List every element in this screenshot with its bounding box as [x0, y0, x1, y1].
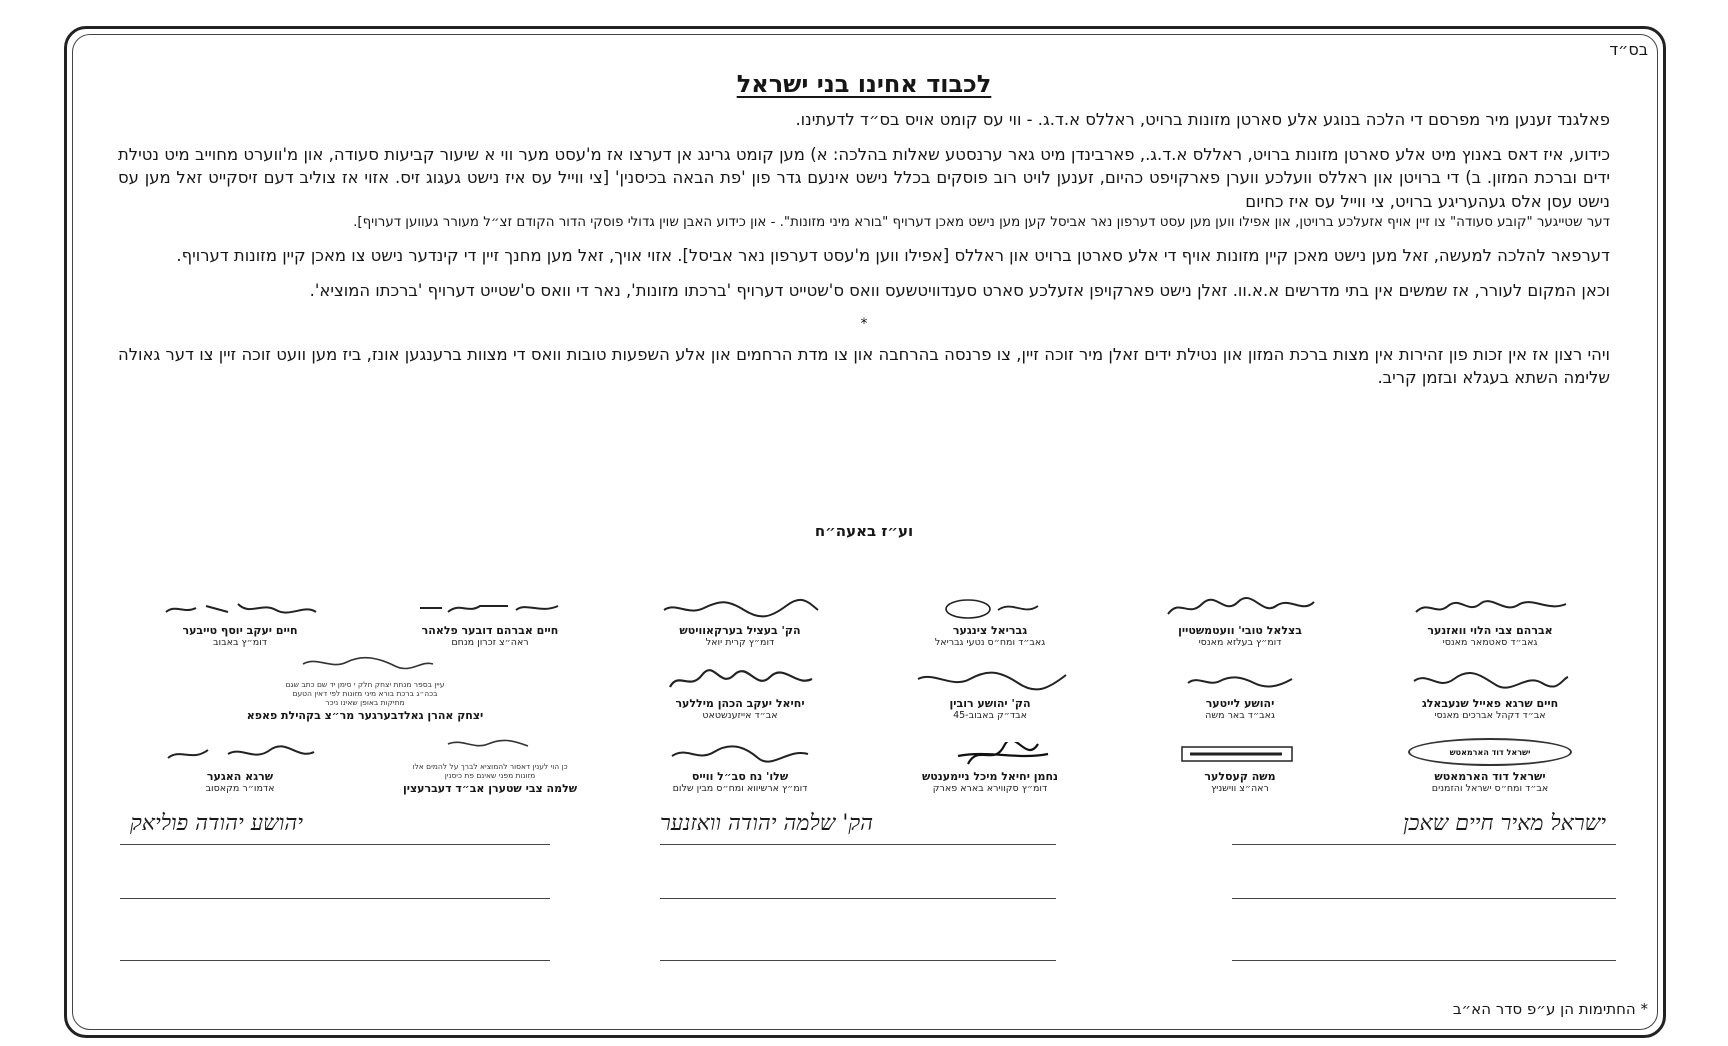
rabbinic-seal [1408, 738, 1572, 766]
paragraph-ruling: דערפאר להלכה למעשה, זאל מען נישט מאכן קיין מזונות אויף די אלע סארטן ברויט און ראללס [אפילו ווען מ'עסט דערפון נאר אביסל]. אזוי אויך, זאל מען מחנך זיין די קינדער נישט צו מאכן קיין מזונות דערויף. [176, 246, 1610, 265]
separator-star: * [860, 316, 868, 332]
footnote: * החתימות הן ע״פ סדר הא״ב [1452, 1000, 1648, 1018]
signer-title: דומ״ץ ארשיווא ומח״ס מבין שלום [672, 783, 808, 794]
signer-title: אב״ד דקהל אברכים מאנסי [1434, 710, 1546, 721]
signature-scribble [908, 596, 1073, 620]
handwritten-signature-left: יהושע יהודה פוליאק [130, 811, 304, 836]
signature-scribble [158, 596, 323, 620]
signer-title: ראה״צ ווישניץ [1211, 783, 1269, 794]
signer-title: דומ״ץ באבוב [213, 637, 267, 648]
signature-block [865, 651, 1115, 724]
seal-text: ישראל דוד הארמאטש [1449, 747, 1531, 757]
signature-scribble [1158, 742, 1323, 766]
signer-note: כן הוי לענין דאסור להמוציא לברך על להמים אלו מזונות מפני שאינם פת כיסנין [412, 762, 568, 780]
signer-name: יהושע לייטער [1205, 697, 1275, 710]
signer-name: בצלאל טובי' וועטמשטיין [1178, 624, 1302, 637]
signature-scribble [1408, 596, 1573, 620]
signature-block [115, 651, 615, 724]
signer-name: שלו' נח סב״ל ווייס [691, 770, 789, 783]
signer-name: גבריאל צינגער [952, 624, 1028, 637]
signer-title: גאב״ד באר משה [1205, 710, 1275, 721]
signature-block [365, 724, 615, 797]
signer-title: גאב״ד סאטמאר מאנסי [1442, 637, 1538, 648]
signature-block [1365, 578, 1615, 651]
signer-title: גאב״ד ומח״ס נטעי גבריאל [934, 637, 1046, 648]
blank-signature-line [660, 898, 1056, 899]
signer-name: נחמן יחיאל מיכל ניימענטש [921, 770, 1059, 783]
signer-title: אבד״ק באבוב-45 [953, 710, 1027, 721]
signer-title: דומ״ץ סקווירא בארא פארק [932, 783, 1048, 794]
letter-body [118, 108, 1610, 401]
signer-name: חיים שרגא פאייל שנעבאלג [1421, 697, 1559, 710]
signer-name: שרגא האגער [206, 770, 274, 783]
signature-scribble [408, 734, 573, 758]
basad-mark: בס״ד [1609, 40, 1648, 59]
signature-line [1232, 844, 1616, 845]
signature-scribble [908, 669, 1073, 693]
signer-name: שלמה צבי שטערן אב״ד דעברעצין [402, 782, 578, 795]
signature-scribble [158, 742, 323, 766]
signature-block [1365, 651, 1615, 724]
signer-name: ישראל דוד הארמאטש [1434, 770, 1546, 783]
blank-signature-line [120, 898, 550, 899]
handwritten-signature-right: ישראל מאיר חיים שאכן [1403, 811, 1606, 836]
signer-title: ראה״צ זכרון מנחם [451, 637, 529, 648]
signature-block [115, 578, 365, 651]
blank-signature-line [120, 960, 550, 961]
signature-grid [115, 578, 1615, 798]
signer-name: יצחק אהרן גאלדבערגער מר״צ בקהילת פאפא [246, 709, 484, 722]
signature-scribble [658, 742, 823, 766]
blank-signature-line [1232, 898, 1616, 899]
signer-name: יחיאל יעקב הכהן מיללער [675, 697, 805, 710]
signature-scribble [1408, 669, 1573, 693]
signature-block [615, 578, 865, 651]
signature-scribble [658, 669, 823, 693]
blank-signature-line [1232, 960, 1616, 961]
paragraph-reasons-cont: דער שטייגער "קובע סעודה" צו זיין אויף אזעלכע ברויטן, און אפילו ווען מען עסט דערפון נאר אביסל קען מען נישט מאכן דערויף "בורא מיני מזונות". - און כידוע האבן שוין גדולי פוסקי הדור הקודם זצ״ל מעורר געווען דערויף]. [353, 215, 1610, 230]
handwritten-signature-center: הק' שלמה יהודה וואזנער [660, 811, 874, 836]
signature-block [1365, 724, 1615, 797]
signature-line [120, 844, 550, 845]
signer-title: דומ״ץ קרית יואל [705, 637, 775, 648]
signer-name: משה קעסלער [1204, 770, 1276, 783]
paragraph-blessing: ויהי רצון אז אין זכות פון זהירות אין מצות ברכת המזון און נטילת ידים זאלן מיר זוכה זיין, צו פרנסה בהרחבה און צו מדת הרחמים און אלע השפעות טובות וואס די מצוות ברענגען אונז, ביז מען וועט זוכה זיין צו דער גאולה שלימה השתא בעגלא ובזמן קריב. [118, 344, 1610, 387]
signer-title: אב״ד ומח״ס ישראל והזמנים [1431, 783, 1549, 794]
signature-block [615, 651, 865, 724]
signature-scribble [408, 596, 573, 620]
signature-block [115, 724, 365, 797]
signer-title: אדמו״ר מקאסוב [205, 783, 275, 794]
signature-block [1115, 578, 1365, 651]
signer-name: אברהם צבי הלוי וואזנער [1427, 624, 1553, 637]
signature-scribble [1158, 669, 1323, 693]
paragraph-reasons: כידוע, איז דאס באנוץ מיט אלע סארטן מזונות ברויט, ראללס א.ד.ג., פארבינדן מיט גאר ערנסטע שאלות בהלכה: א) מען קומט גרינג אן דערצו אז מ'עסט מער ווי א שיעור קביעות סעודה, און מ'ווערט מחוייב מיט נטילת ידים וברכת המזון. ב) די ברויטן און ראללס וועלכע ווערן פארקויפט כהיום, זענען לויט רוב פוסקים בכלל נישט אינעם גדר פון 'פת הבאה בכיסנין' [צי ווייל עס איז נישט געגוג זיס. אזוי אז צוליב דעם זיסקייט זאל מען עס נישט עסן אלס געהעריגע ברויט, צי ווייל עס איז כחיום [118, 144, 1610, 211]
signature-scribble [283, 652, 448, 676]
signer-title: דומ״ץ בעלזא מאנסי [1198, 637, 1282, 648]
signature-block [1115, 724, 1365, 797]
signer-name: חיים אברהם דובער פלאהר [421, 624, 559, 637]
paragraph-intro: פאלגנד זענען מיר מפרסם די הלכה בנוגע אלע סארטן מזונות ברויט, ראללס א.ד.ג. - ווי עס קומט אויס בס״ד לדעתינו. [795, 110, 1610, 129]
signer-note: עיין בספר מנחת יצחק חלק י סימן יד שם כתב שגם בכה״ג ברכת בורא מיני מזונות לפי דאין הטעם מתיקות באופן שאינו ניכר [285, 680, 445, 707]
signer-name: חיים יעקב יוסף טייבער [182, 624, 298, 637]
signature-block [865, 724, 1115, 797]
signature-scribble [658, 596, 823, 620]
signer-name: הק' בעציל בערקאוויטש [679, 624, 801, 637]
signature-block [615, 724, 865, 797]
handwritten-signatures [120, 808, 1616, 848]
signature-block [1115, 651, 1365, 724]
signature-block [865, 578, 1115, 651]
paragraph-shamashim: וכאן המקום לעורר, אז שמשים אין בתי מדרשים א.א.וו. זאלן נישט פארקויפן אזעלכע סארט סענדוויטשעס וואס ס'שטייט דערויף 'ברכתו מזונות', נאר די וואס ס'שטייט דערויף 'ברכתו המוציא'. [309, 280, 1610, 300]
signer-name: הק' יהושע רובין [949, 697, 1031, 710]
page-title: לכבוד אחינו בני ישראל [736, 70, 992, 98]
signature-scribble [908, 742, 1073, 766]
signer-title: אב״ד אייזענשטאט [702, 710, 778, 721]
signature-line [660, 844, 1056, 845]
signature-scribble [1158, 596, 1323, 620]
signature-block [365, 578, 615, 651]
signoff-line: וע״ז באעה״ח [814, 522, 914, 540]
blank-signature-line [660, 960, 1056, 961]
